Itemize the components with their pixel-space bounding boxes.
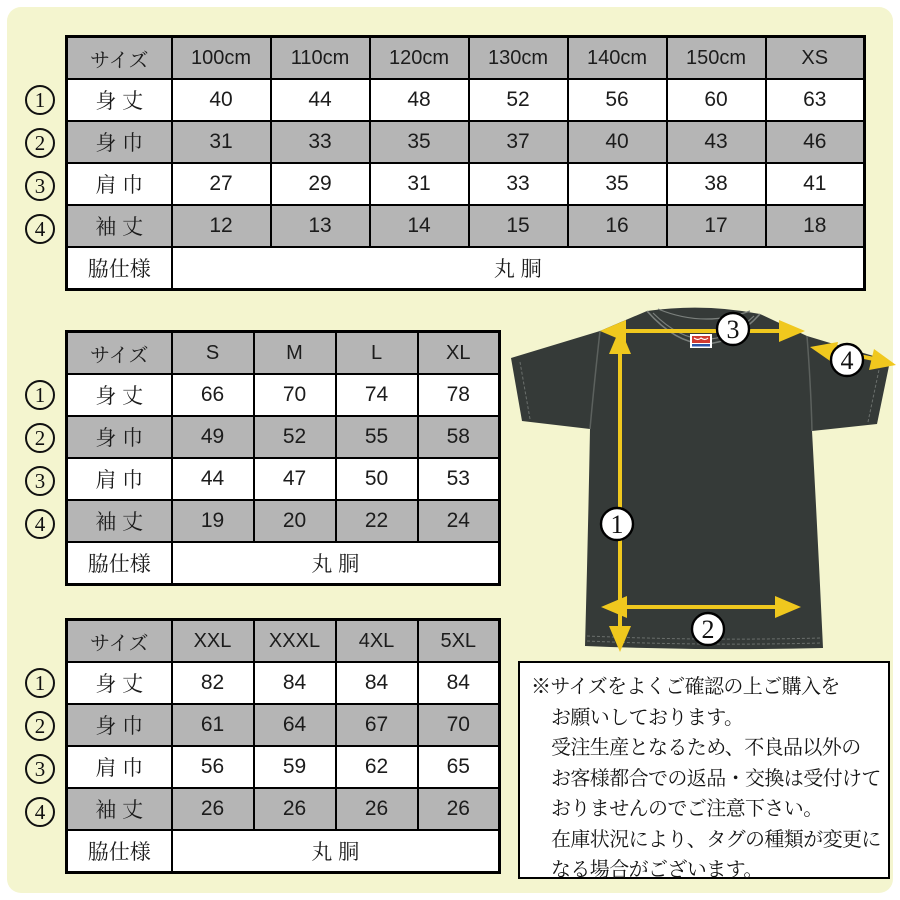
notice-line: 受注生産となるため、不良品以外の: [551, 737, 861, 759]
measurement-value-cell: 13: [271, 205, 370, 247]
svg-text:2: 2: [701, 615, 715, 644]
side-spec-value: 丸 胴: [172, 830, 500, 873]
tshirt-measurement-diagram: [500, 300, 900, 662]
size-header-row: [67, 332, 500, 375]
measurement-row: [67, 163, 865, 205]
measurement-value-cell: 20: [254, 500, 336, 542]
size-table-kids: [65, 35, 866, 291]
measurement-value-cell: 60: [667, 79, 766, 121]
measurement-value-cell: 84: [336, 662, 418, 704]
measurement-row: [67, 79, 865, 121]
measurement-row-label: 身 丈: [67, 79, 172, 121]
row-marker-4: 4: [25, 214, 55, 244]
measurement-row-label: 肩 巾: [67, 163, 172, 205]
notice-line: 在庫状況により、タグの種類が変更に: [551, 828, 881, 851]
measurement-value-cell: 59: [254, 746, 336, 788]
size-column-header: XL: [418, 332, 500, 375]
measurement-value-cell: 48: [370, 79, 469, 121]
measurement-value-cell: 70: [254, 374, 336, 416]
measurement-value-cell: 15: [469, 205, 568, 247]
row-marker-3: 3: [25, 171, 55, 201]
measurement-row-label: 肩 巾: [67, 746, 172, 788]
measurement-row-label: 袖 丈: [67, 500, 172, 542]
notice-line: お願いしております。: [551, 706, 744, 729]
measurement-value-cell: 49: [172, 416, 254, 458]
measurement-value-cell: 24: [418, 500, 500, 542]
measurement-value-cell: 22: [336, 500, 418, 542]
measurement-value-cell: 63: [766, 79, 865, 121]
measurement-value-cell: 18: [766, 205, 865, 247]
measurement-value-cell: 82: [172, 662, 254, 704]
measurement-value-cell: 84: [254, 662, 336, 704]
size-column-header: XXXL: [254, 620, 336, 663]
measurement-value-cell: 41: [766, 163, 865, 205]
measurement-value-cell: 40: [172, 79, 271, 121]
measurement-value-cell: 47: [254, 458, 336, 500]
measurement-row-label: 袖 丈: [67, 788, 172, 830]
size-corner-label: サイズ: [67, 620, 172, 663]
notice-line: ※サイズをよくご確認の上ご購入を: [531, 676, 840, 698]
size-column-header: 140cm: [568, 37, 667, 80]
measurement-value-cell: 37: [469, 121, 568, 163]
size-column-header: 5XL: [418, 620, 500, 663]
size-column-header: S: [172, 332, 254, 375]
measurement-value-cell: 40: [568, 121, 667, 163]
purchase-notice-box: [518, 661, 890, 879]
measurement-value-cell: 74: [336, 374, 418, 416]
size-column-header: M: [254, 332, 336, 375]
measurement-value-cell: 27: [172, 163, 271, 205]
row-marker-3: 3: [25, 466, 55, 496]
measurement-value-cell: 61: [172, 704, 254, 746]
brand-tag: [690, 334, 712, 348]
diagram-marker-1: [601, 508, 633, 540]
measurement-row: [67, 746, 500, 788]
measurement-value-cell: 35: [370, 121, 469, 163]
size-column-header: L: [336, 332, 418, 375]
side-spec-label: 脇仕様: [67, 830, 172, 873]
side-spec-row: [67, 542, 500, 585]
size-header-row: [67, 620, 500, 663]
size-corner-label: サイズ: [67, 332, 172, 375]
measurement-row: [67, 121, 865, 163]
measurement-value-cell: 12: [172, 205, 271, 247]
measurement-value-cell: 31: [172, 121, 271, 163]
measurement-value-cell: 62: [336, 746, 418, 788]
measurement-value-cell: 44: [271, 79, 370, 121]
side-spec-label: 脇仕様: [67, 542, 172, 585]
row-marker-1: 1: [25, 85, 55, 115]
measurement-row: [67, 458, 500, 500]
side-spec-row: [67, 247, 865, 290]
size-column-header: 100cm: [172, 37, 271, 80]
measurement-value-cell: 14: [370, 205, 469, 247]
measurement-value-cell: 19: [172, 500, 254, 542]
size-column-header: 4XL: [336, 620, 418, 663]
measurement-value-cell: 67: [336, 704, 418, 746]
measurement-row: [67, 704, 500, 746]
measurement-value-cell: 38: [667, 163, 766, 205]
measurement-value-cell: 66: [172, 374, 254, 416]
measurement-row: [67, 500, 500, 542]
measurement-row: [67, 416, 500, 458]
measurement-value-cell: 65: [418, 746, 500, 788]
measurement-row: [67, 662, 500, 704]
measurement-value-cell: 64: [254, 704, 336, 746]
size-column-header: 110cm: [271, 37, 370, 80]
diagram-marker-3: [717, 313, 749, 345]
notice-line: なる場合がございます。: [551, 859, 763, 881]
row-marker-3: 3: [25, 754, 55, 784]
diagram-marker-2: [692, 613, 724, 645]
size-table-big: [65, 618, 501, 874]
svg-text:3: 3: [726, 315, 740, 344]
measurement-value-cell: 16: [568, 205, 667, 247]
measurement-value-cell: 70: [418, 704, 500, 746]
measurement-value-cell: 56: [172, 746, 254, 788]
measurement-row: [67, 205, 865, 247]
measurement-row-label: 身 巾: [67, 704, 172, 746]
measurement-row-label: 肩 巾: [67, 458, 172, 500]
measurement-value-cell: 55: [336, 416, 418, 458]
measurement-row-label: 身 巾: [67, 416, 172, 458]
measurement-value-cell: 43: [667, 121, 766, 163]
measurement-value-cell: 58: [418, 416, 500, 458]
row-marker-2: 2: [25, 128, 55, 158]
measurement-value-cell: 33: [271, 121, 370, 163]
measurement-value-cell: 50: [336, 458, 418, 500]
notice-line: おりませんのでご注意下さい。: [551, 798, 823, 820]
diagram-marker-4: [831, 344, 863, 376]
size-table-adult: [65, 330, 501, 586]
measurement-value-cell: 26: [254, 788, 336, 830]
size-column-header: XXL: [172, 620, 254, 663]
size-column-header: XS: [766, 37, 865, 80]
measurement-value-cell: 33: [469, 163, 568, 205]
measurement-row-label: 身 丈: [67, 374, 172, 416]
svg-text:4: 4: [840, 346, 854, 375]
size-header-row: [67, 37, 865, 80]
row-marker-2: 2: [25, 711, 55, 741]
row-marker-4: 4: [25, 797, 55, 827]
measurement-value-cell: 26: [336, 788, 418, 830]
measurement-row-label: 身 巾: [67, 121, 172, 163]
row-marker-4: 4: [25, 509, 55, 539]
size-column-header: 120cm: [370, 37, 469, 80]
measurement-value-cell: 31: [370, 163, 469, 205]
size-column-header: 150cm: [667, 37, 766, 80]
measurement-value-cell: 56: [568, 79, 667, 121]
measurement-row-label: 袖 丈: [67, 205, 172, 247]
side-spec-value: 丸 胴: [172, 247, 865, 290]
row-marker-1: 1: [25, 668, 55, 698]
measurement-value-cell: 53: [418, 458, 500, 500]
measurement-value-cell: 78: [418, 374, 500, 416]
measurement-value-cell: 29: [271, 163, 370, 205]
measurement-value-cell: 46: [766, 121, 865, 163]
size-column-header: 130cm: [469, 37, 568, 80]
side-spec-label: 脇仕様: [67, 247, 172, 290]
measurement-row: [67, 788, 500, 830]
row-marker-2: 2: [25, 423, 55, 453]
measurement-row-label: 身 丈: [67, 662, 172, 704]
measurement-value-cell: 52: [469, 79, 568, 121]
measurement-value-cell: 84: [418, 662, 500, 704]
measurement-value-cell: 35: [568, 163, 667, 205]
measurement-value-cell: 26: [418, 788, 500, 830]
notice-line: お客様都合での返品・交換は受付けて: [551, 767, 881, 790]
measurement-row: [67, 374, 500, 416]
side-spec-value: 丸 胴: [172, 542, 500, 585]
measurement-value-cell: 44: [172, 458, 254, 500]
measurement-value-cell: 52: [254, 416, 336, 458]
size-corner-label: サイズ: [67, 37, 172, 80]
side-spec-row: [67, 830, 500, 873]
row-marker-1: 1: [25, 380, 55, 410]
svg-text:1: 1: [610, 510, 624, 539]
measurement-value-cell: 26: [172, 788, 254, 830]
measurement-value-cell: 17: [667, 205, 766, 247]
